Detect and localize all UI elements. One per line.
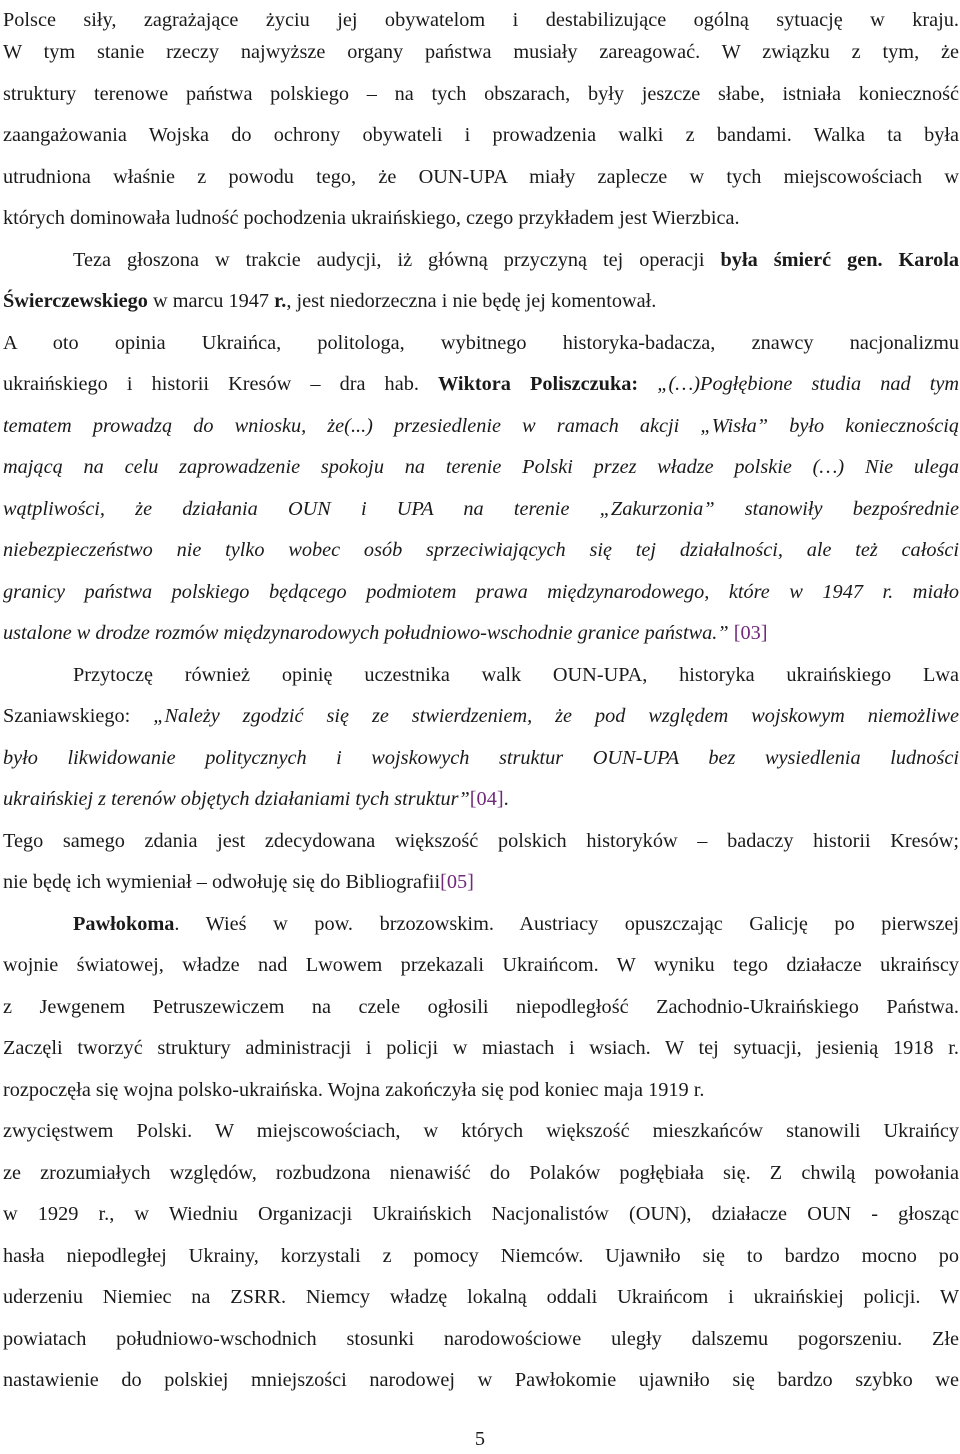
text-line: uderzeniu Niemiec na ZSRR. Niemcy władzę lokalną oddali Ukraińcom i ukraińskiej policji. W [3, 1286, 959, 1308]
text-line: Szaniawskiego: „Należy zgodzić się ze stwierdzeniem, że pod względem wojskowym niemożliwe [3, 705, 959, 727]
reference-link-04[interactable]: [04] [469, 788, 504, 810]
text-line: rozpoczęła się wojna polsko-ukraińska. Wojna zakończyła się pod koniec maja 1919 r. [3, 1079, 705, 1101]
text-line: powiatach południowo-wschodnich stosunki narodowościowe uległy dalszemu pogorszeniu. Złe [3, 1328, 959, 1350]
text-line: struktury terenowe państwa polskiego – na tych obszarach, były jeszcze słabe, istniała konieczność [3, 83, 959, 105]
quote-line: było likwidowanie politycznych i wojskowych struktur OUN-UPA bez wysiedlenia ludności [3, 747, 959, 769]
text-line: W tym stanie rzeczy najwyższe organy państwa musiały zareagować. W związku z tym, że [3, 41, 959, 63]
text-line: Świerczewskiego w marcu 1947 r., jest niedorzeczna i nie będę jej komentował. [3, 290, 657, 312]
quote-line: granicy państwa polskiego będącego podmiotem prawa międzynarodowego, które w 1947 r. miało [3, 581, 959, 603]
text-line: których dominowała ludność pochodzenia ukraińskiego, czego przykładem jest Wierzbica. [3, 207, 740, 229]
quote-line: ukraińskiej z terenów objętych działaniami tych struktur”[04]. [3, 788, 509, 810]
quote-text: „Należy zgodzić się ze stwierdzeniem, że pod względem wojskowym niemożliwe [153, 705, 959, 727]
text-line: wojnie światowej, władze nad Lwowem przekazali Ukraińcom. W wyniku tego działacze ukraińscy [3, 954, 959, 976]
text-line: ze zrozumiałych względów, rozbudzona nienawiść do Polaków pogłębiała się. Z chwilą powołania [3, 1162, 959, 1184]
text-line: hasła niepodległej Ukrainy, korzystali z pomocy Niemców. Ujawniło się to bardzo mocno po [3, 1245, 959, 1267]
text-line: Polsce siły, zagrażające życiu jej obywatelom i destabilizujące ogólną sytuację w kraju. [3, 9, 959, 31]
text-line: ukraińskiego i historii Kresów – dra hab. Wiktora Poliszczuka: „(…)Pogłębione studia nad tym [3, 373, 959, 395]
text-line: z Jewgenem Petruszewiczem na czele ogłosili niepodległość Zachodnio-Ukraińskiego Państwa. [3, 996, 959, 1018]
bold-text: Świerczewskiego [3, 290, 148, 312]
text-line: nie będę ich wymieniał – odwołuję się do Bibliografii[05] [3, 871, 474, 893]
text-line: A oto opinia Ukraińca, politologa, wybitnego historyka-badacza, znawcy nacjonalizmu [3, 332, 959, 354]
quote-line: ustalone w drodze rozmów międzynarodowych południowo-wschodnie granice państwa.” [03] [3, 622, 768, 644]
reference-link-05[interactable]: [05] [440, 871, 474, 893]
text-line: w 1929 r., w Wiedniu Organizacji Ukraińskich Nacjonalistów (OUN), działacze OUN - głosząc [3, 1203, 959, 1225]
bold-text: Wiktora Poliszczuka: [438, 373, 639, 395]
quote-line: niebezpieczeństwo nie tylko wobec osób sprzeciwiających się tej działalności, ale też całości [3, 539, 959, 561]
quote-line: tematem prowadzą do wniosku, że(...) przesiedlenie w ramach akcji „Wisła” było koniecznością [3, 415, 959, 437]
text-line: utrudniona właśnie z powodu tego, że OUN-UPA miały zaplecze w tych miejscowościach w [3, 166, 959, 188]
text-line: Teza głoszona w trakcie audycji, iż główną przyczyną tej operacji była śmierć gen. Karola [73, 249, 959, 271]
page-number: 5 [474, 1428, 486, 1450]
quote-line: mającą na celu zaprowadzenie spokoju na terenie Polski przez władze polskie (…) Nie ulega [3, 456, 959, 478]
text-line: nastawienie do polskiej mniejszości narodowej w Pawłokomie ujawniło się bardzo szybko we [3, 1369, 959, 1391]
text-line: zaangażowania Wojska do ochrony obywateli i prowadzenia walki z bandami. Walka ta była [3, 124, 959, 146]
text-line: Tego samego zdania jest zdecydowana większość polskich historyków – badaczy historii Kresów; [3, 830, 959, 852]
bold-text: Pawłokoma [73, 913, 175, 935]
text-line: Pawłokoma. Wieś w pow. brzozowskim. Austriacy opuszczając Galicję po pierwszej [73, 913, 959, 935]
reference-link-03[interactable]: [03] [733, 622, 768, 644]
text-line: zwycięstwem Polski. W miejscowościach, w których większość mieszkańców stanowili Ukraińcy [3, 1120, 959, 1142]
quote-text: „(…)Pogłębione studia nad tym [638, 373, 959, 395]
text-line: Zaczęli tworzyć struktury administracji i policji w miastach i wsiach. W tej sytuacji, jesienią 1918 r. [3, 1037, 959, 1059]
bold-text: była śmierć gen. Karola [720, 249, 959, 271]
quote-line: wątpliwości, że działania OUN i UPA na terenie „Zakurzonia” stanowiły bezpośrednie [3, 498, 959, 520]
bold-text: r. [274, 290, 287, 312]
text-line: Przytoczę również opinię uczestnika walk OUN-UPA, historyka ukraińskiego Lwa [73, 664, 959, 686]
